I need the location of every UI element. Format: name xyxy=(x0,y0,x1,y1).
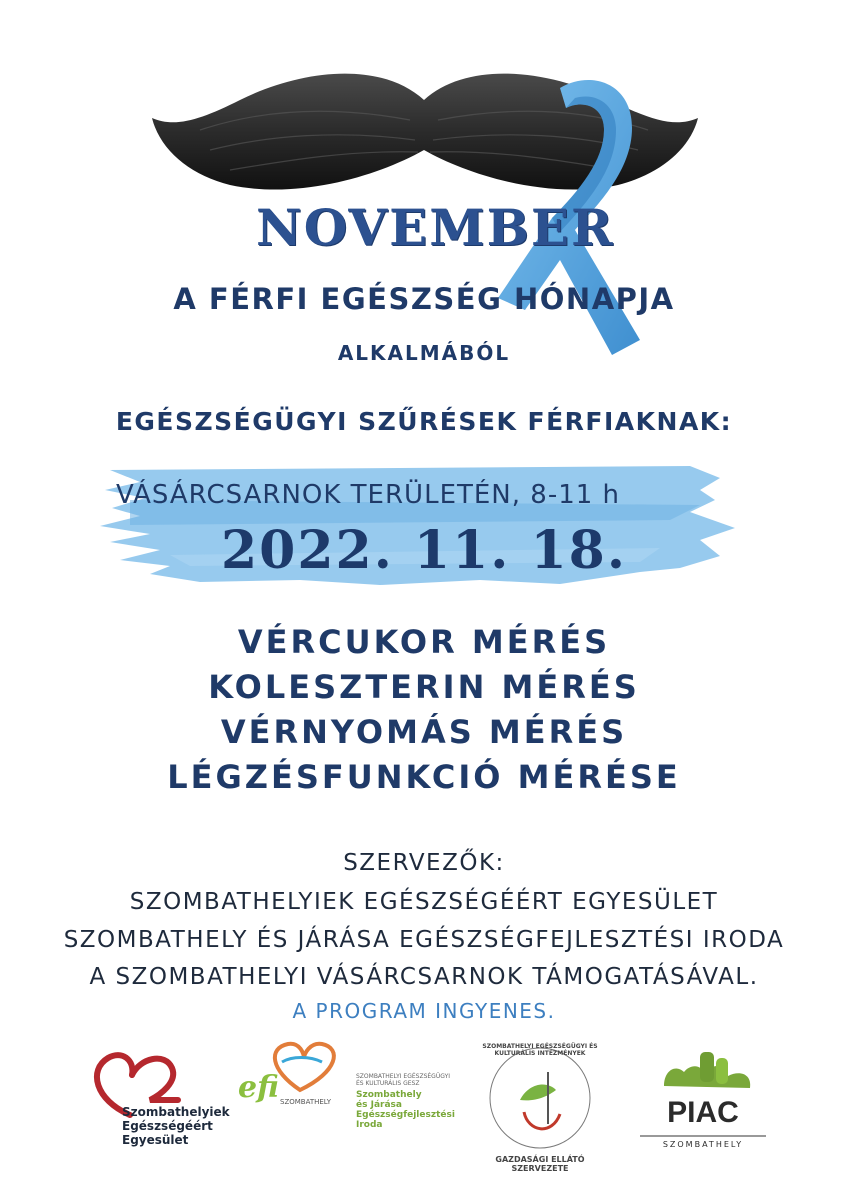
test-item: LÉGZÉSFUNKCIÓ MÉRÉSE xyxy=(167,758,681,796)
test-item: KOLESZTERIN MÉRÉS xyxy=(208,668,640,706)
organizer-line: SZOMBATHELYIEK EGÉSZSÉGÉÉRT EGYESÜLET xyxy=(129,889,719,915)
place-text: VÁSÁRCSARNOK TERÜLETÉN, 8-11 h xyxy=(116,480,621,510)
szee-logo-text: Szombathelyiek Egészségéért Egyesület xyxy=(122,1105,230,1147)
screenings-title: EGÉSZSÉGÜGYI SZŰRÉSEK FÉRFIAKNAK: xyxy=(115,407,733,436)
test-item: VÉRNYOMÁS MÉRÉS xyxy=(220,713,628,751)
efi-mark: efi xyxy=(238,1070,279,1105)
piac-name: PIAC xyxy=(667,1096,739,1129)
efi-logo xyxy=(275,1044,334,1090)
efi-city: SZOMBATHELY xyxy=(280,1098,332,1106)
efi-name: Szombathely és Járása Egészségfejlesztési Iroda xyxy=(356,1090,455,1130)
test-item: VÉRCUKOR MÉRÉS xyxy=(237,623,611,661)
occasion-text: ALKALMÁBÓL xyxy=(337,341,511,365)
month-title: NOVEMBER xyxy=(256,198,615,257)
gesz-bottom-text: GAZDASÁGI ELLÁTÓ SZERVEZETE xyxy=(495,1155,585,1173)
organizer-line: SZOMBATHELY ÉS JÁRÁSA EGÉSZSÉGFEJLESZTÉSI IRODA xyxy=(63,927,785,953)
gesz-logo xyxy=(490,1048,590,1148)
piac-city: SZOMBATHELY xyxy=(662,1140,744,1149)
tests-list xyxy=(0,620,848,800)
event-date: 2022. 11. 18. xyxy=(221,520,627,581)
organizers-title: SZERVEZŐK: xyxy=(343,850,505,876)
headline: A FÉRFI EGÉSZSÉG HÓNAPJA xyxy=(173,282,675,316)
free-note: A PROGRAM INGYENES. xyxy=(292,999,556,1023)
organizer-line: A SZOMBATHELYI VÁSÁRCSARNOK TÁMOGATÁSÁVAL. xyxy=(89,964,759,990)
gesz-ring-text: SZOMBATHELYI EGÉSZSÉGÜGYI ÉS KULTURÁLIS INTÉZMÉNYEK xyxy=(482,1043,598,1057)
efi-small-text: SZOMBATHELYI EGÉSZSÉGÜGYI ÉS KULTURÁLIS GESZ xyxy=(356,1073,451,1087)
